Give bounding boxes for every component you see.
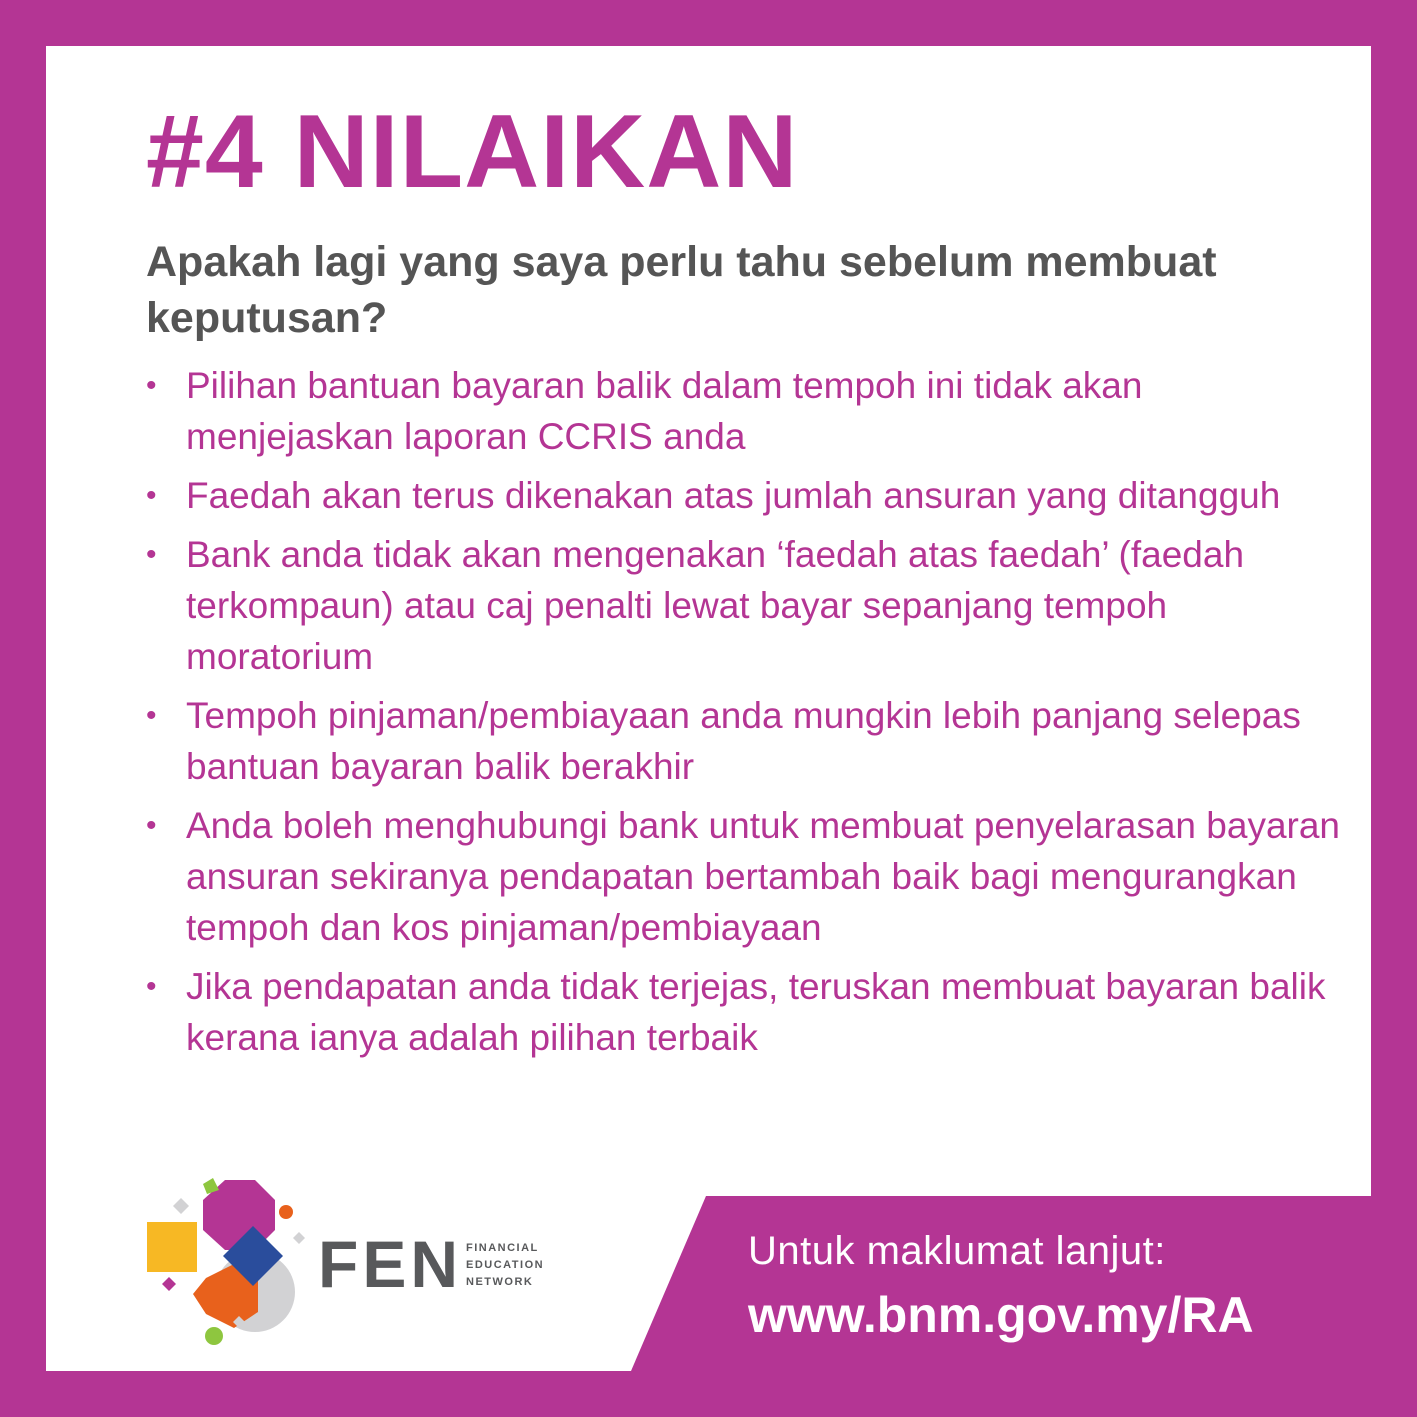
fen-wordmark: FEN [318,1227,462,1301]
bullet-dot: • [146,970,157,1003]
list-item [146,690,1341,792]
list-item [146,961,1341,1063]
more-info-label: Untuk maklumat lanjut: [748,1229,1166,1273]
list-item-text: Faedah akan terus dikenakan atas jumlah ansuran yang ditangguh [186,475,1281,516]
bullet-dot: • [146,479,157,512]
fen-logo-mark [141,1176,311,1356]
list-item-text: Tempoh pinjaman/pembiayaan anda mungkin lebih panjang selepas bantuan bayaran balik berakhir [186,695,1301,787]
fen-tagline [466,1240,544,1291]
bullet-dot: • [146,369,157,402]
fen-logo-shapes-icon [141,1176,311,1351]
bullet-dot: • [146,699,157,732]
list-item-text: Anda boleh menghubungi bank untuk membuat penyelarasan bayaran ansuran sekiranya pendapatan bertambah baik bagi mengurangkan tempoh dan kos pinjaman/pembiayaan [186,805,1340,948]
list-item [146,470,1341,521]
page-title: #4 NILAIKAN [146,94,799,210]
list-item-text: Jika pendapatan anda tidak terjejas, teruskan membuat bayaran balik kerana ianya adalah pilihan terbaik [186,966,1326,1058]
fen-tagline-line: NETWORK [466,1276,534,1288]
content-card [46,46,1371,1371]
list-item [146,800,1341,953]
list-item-text: Pilihan bantuan bayaran balik dalam tempoh ini tidak akan menjejaskan laporan CCRIS anda [186,365,1143,457]
fen-tagline-line: EDUCATION [466,1259,545,1271]
fen-tagline-line: FINANCIAL [466,1242,539,1254]
question-heading: Apakah lagi yang saya perlu tahu sebelum membuat keputusan? [146,238,1217,342]
bullet-list [146,360,1341,1071]
list-item [146,529,1341,682]
list-item-text: Bank anda tidak akan mengenakan ‘faedah atas faedah’ (faedah terkompaun) atau caj penalti lewat bayar sepanjang tempoh moratorium [186,534,1245,677]
bullet-dot: • [146,538,157,571]
website-link[interactable]: www.bnm.gov.my/RA [748,1287,1254,1343]
bullet-dot: • [146,809,157,842]
list-item [146,360,1341,462]
